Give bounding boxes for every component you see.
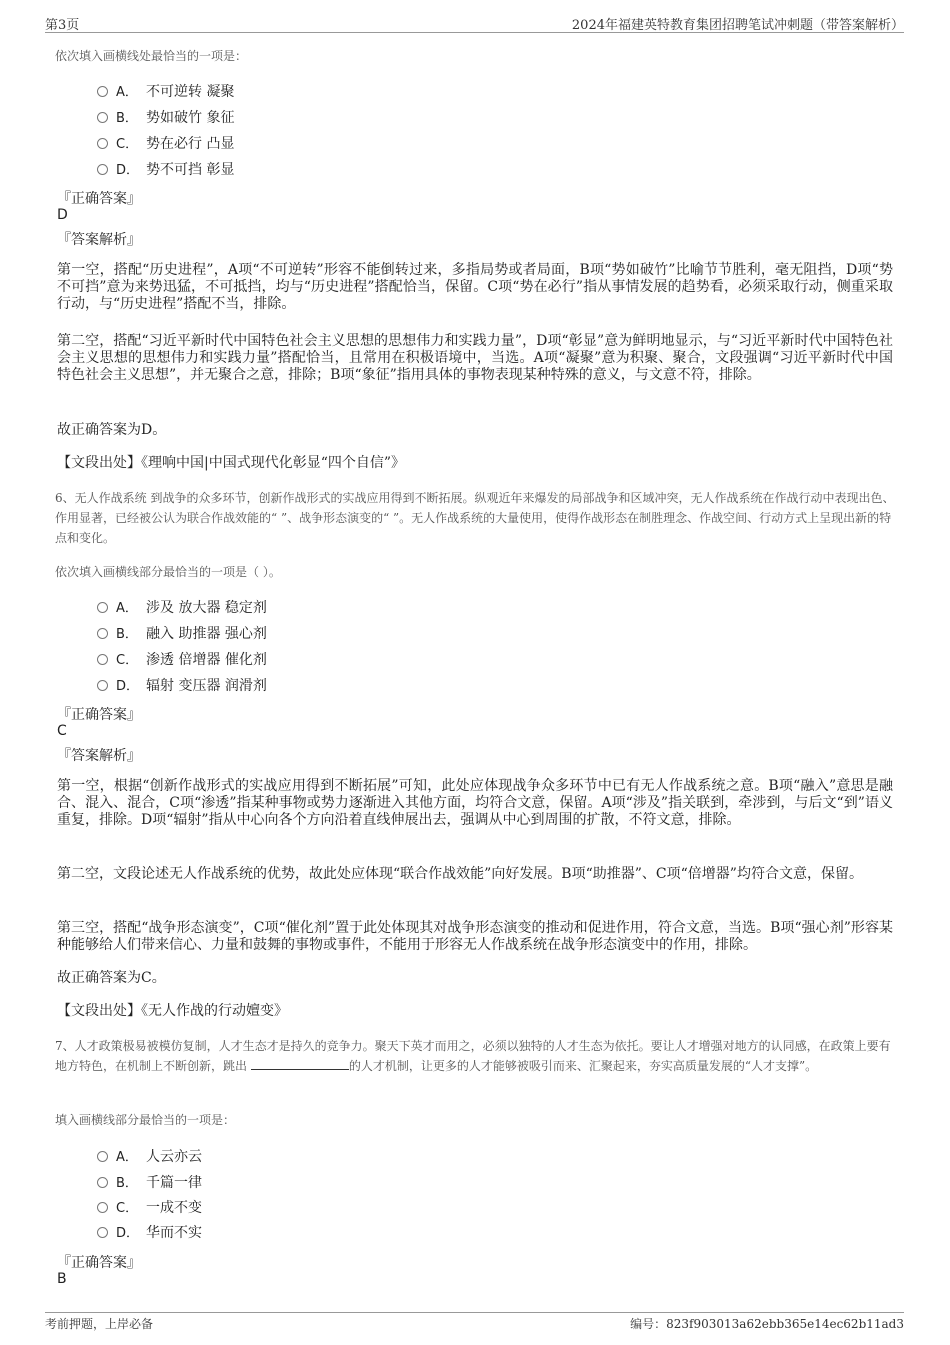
q5-option-b[interactable]: B． 势如破竹 象征: [97, 108, 234, 128]
document-title: 2024年福建英特教育集团招聘笔试冲刺题（带答案解析）: [571, 18, 904, 33]
q5-analysis-label: 『答案解析』: [57, 232, 141, 248]
radio-icon[interactable]: [97, 1151, 108, 1162]
q6-source: 【文段出处】《无人作战的行动嬗变》: [57, 1003, 288, 1019]
q6-analysis-paragraph: 第三空，搭配“战争形态演变”，C项“催化剂”置于此处体现其对战争形态演变的推动和促进作用，符合文意，当选。B项“强心剂”形容某种能够给人们带来信心、力量和鼓舞的事物或事件，不能用于形容无人作战系统在战争形态演变中的作用，排除。: [57, 920, 893, 953]
radio-icon[interactable]: [97, 680, 108, 691]
q7-stem: 7、人才政策极易被模仿复制，人才生态才是持久的竞争力。聚天下英才而用之，必须以独特的人才生态为依托。要让人才增强对地方的认同感，在政策上要有地方特色，在机制上不断创新，跳出 的人才机制，让更多的人才能够被吸引而来、汇聚起来，夯实高质量发展的“人才支撑”。: [55, 1039, 891, 1073]
radio-icon[interactable]: [97, 1227, 108, 1238]
q7-answer: B: [57, 1271, 67, 1287]
radio-icon[interactable]: [97, 1177, 108, 1188]
radio-icon[interactable]: [97, 654, 108, 665]
q6-option-b[interactable]: B． 融入 助推器 强心剂: [97, 624, 267, 644]
q7-answer-label: 『正确答案』: [57, 1255, 141, 1271]
q7-option-d[interactable]: D． 华而不实: [97, 1223, 202, 1243]
q6-stem: 6、无人作战系统 到战争的众多环节，创新作战形式的实战应用得到不断拓展。纵观近年来爆发的局部战争和区域冲突，无人作战系统在作战行动中表现出色、作用显著，已经被公认为联合作战效能的“ ”、战争形态演变的“ ”。无人作战系统的大量使用，使得作战形态在制胜理念、作战空间、行动方式上呈现出新的特点和变化。: [55, 491, 895, 545]
q6-analysis-label: 『答案解析』: [57, 748, 141, 764]
q5-answer: D: [57, 207, 68, 223]
q6-option-c[interactable]: C． 渗透 倍增器 催化剂: [97, 650, 267, 670]
radio-icon[interactable]: [97, 86, 108, 97]
q6-analysis-paragraph: 第一空，根据“创新作战形式的实战应用得到不断拓展”可知，此处应体现战争众多环节中已有无人作战系统之意。B项“融入”意思是融合、混入、混合，C项“渗透”指某种事物或势力逐渐进入其他方面，均符合文意，保留。A项“涉及”指关联到，牵涉到，与后文“到”语义重复，排除。D项“辐射”指从中心向各个方向沿着直线伸展出去，强调从中心到周围的扩散，不符文意，排除。: [57, 778, 893, 828]
document-id: 编号：823f903013a62ebb365e14ec62b11ad3: [630, 1317, 904, 1331]
q5-instruction: 依次填入画横线处最恰当的一项是：: [55, 49, 248, 63]
radio-icon[interactable]: [97, 602, 108, 613]
q5-analysis-paragraph: 第二空，搭配“习近平新时代中国特色社会主义思想的思想伟力和实践力量”，D项“彰显”意为鲜明地显示，与“习近平新时代中国特色社会主义思想的思想伟力和实践力量”搭配恰当，且常用在积极语境中，当选。A项“凝聚”意为积聚、聚合，文段强调“习近平新时代中国特色社会主义思想”，并无聚合之意，排除；B项“象征”指用具体的事物表现某种特殊的意义，与文意不符，排除。: [57, 333, 893, 383]
q7-option-a[interactable]: A． 人云亦云: [97, 1147, 202, 1167]
q6-conclusion: 故正确答案为C。: [57, 970, 166, 986]
q7-option-b[interactable]: B． 千篇一律: [97, 1173, 202, 1193]
radio-icon[interactable]: [97, 112, 108, 123]
q7-option-c[interactable]: C． 一成不变: [97, 1198, 202, 1218]
footer-slogan: 考前押题，上岸必备: [45, 1317, 154, 1331]
q5-conclusion: 故正确答案为D。: [57, 422, 167, 438]
q6-answer: C: [57, 723, 67, 739]
footer-divider: [45, 1312, 904, 1313]
radio-icon[interactable]: [97, 164, 108, 175]
q5-option-a[interactable]: A． 不可逆转 凝聚: [97, 82, 234, 102]
radio-icon[interactable]: [97, 628, 108, 639]
header-divider: [45, 32, 904, 33]
q7-instruction: 填入画横线部分最恰当的一项是：: [55, 1113, 236, 1127]
page-number: 第3页: [45, 18, 80, 33]
q6-option-a[interactable]: A． 涉及 放大器 稳定剂: [97, 598, 267, 618]
q5-analysis-paragraph: 第一空，搭配“历史进程”，A项“不可逆转”形容不能倒转过来，多指局势或者局面，B项“势如破竹”比喻节节胜利，毫无阻挡，D项“势不可挡”意为来势迅猛，不可抵挡，均与“历史进程”搭配恰当，保留。C项“势在必行”指从事情发展的趋势看，必须采取行动，侧重采取行动，与“历史进程”搭配不当，排除。: [57, 262, 893, 312]
radio-icon[interactable]: [97, 138, 108, 149]
q5-answer-label: 『正确答案』: [57, 191, 141, 207]
q5-source: 【文段出处】《理响中国|中国式现代化彰显“四个自信”》: [57, 455, 406, 471]
q5-option-c[interactable]: C． 势在必行 凸显: [97, 134, 234, 154]
q6-analysis-paragraph: 第二空，文段论述无人作战系统的优势，故此处应体现“联合作战效能”向好发展。B项“助推器”、C项“倍增器”均符合文意，保留。: [57, 866, 863, 882]
q6-answer-label: 『正确答案』: [57, 707, 141, 723]
page-header: [0, 0, 950, 34]
q6-option-d[interactable]: D． 辐射 变压器 润滑剂: [97, 676, 267, 696]
radio-icon[interactable]: [97, 1202, 108, 1213]
fill-blank-line: [251, 1057, 349, 1070]
q5-option-d[interactable]: D． 势不可挡 彰显: [97, 160, 234, 180]
q6-instruction: 依次填入画横线部分最恰当的一项是（ ）。: [55, 565, 281, 579]
